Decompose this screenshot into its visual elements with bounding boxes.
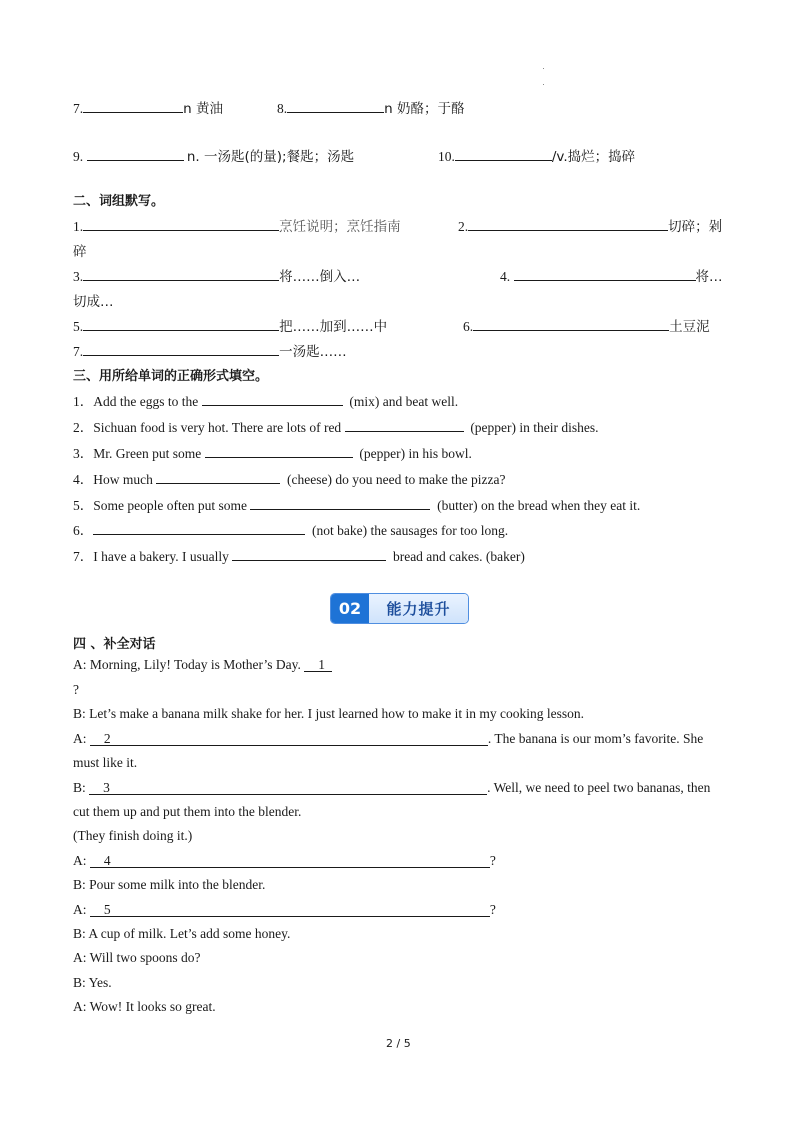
blank-number: 5: [103, 902, 111, 917]
grammar-item-7: [73, 545, 525, 565]
stage-direction: (They finish doing it.): [73, 828, 193, 843]
answer-blank[interactable]: [345, 418, 464, 432]
answer-blank[interactable]: [232, 547, 386, 561]
dialogue-line-12: A: Wow! It looks so great.: [73, 999, 216, 1014]
answer-blank-4[interactable]: [90, 853, 490, 868]
sentence-start: 1．Add the eggs to the: [73, 394, 199, 409]
item-definition: n 奶酪；于酪: [384, 101, 465, 117]
section-heading: 二、词组默写。: [73, 194, 165, 209]
item-number: 7.: [73, 344, 84, 359]
item-definition: 一汤匙……: [279, 344, 347, 360]
item-number: 10.: [438, 149, 455, 164]
sentence-end: (pepper) in their dishes.: [470, 420, 599, 435]
answer-blank-3[interactable]: [89, 780, 487, 795]
grammar-item-2: [73, 416, 599, 436]
badge-title: 能力提升: [369, 594, 468, 623]
grammar-item-3: [73, 442, 472, 462]
item-definition: 把……加到……中: [279, 319, 388, 335]
dialogue-line-2: B: Let’s make a banana milk shake for her. I just learned how to make it in my cooking lesson.: [73, 706, 585, 721]
dialogue-line-4: [73, 780, 710, 796]
sentence-start: 2．Sichuan food is very hot. There are lots of red: [73, 420, 342, 435]
item-definition: n 黄油: [183, 101, 223, 117]
sentence-start: 7．I have a bakery. I usually: [73, 549, 229, 564]
dialogue-line-1: [73, 657, 332, 673]
item-number: 9.: [73, 149, 84, 164]
answer-blank[interactable]: [473, 317, 669, 331]
phrase-item-3: [73, 265, 360, 285]
blank-number: 4: [103, 853, 111, 868]
sentence-end: (mix) and beat well.: [349, 394, 459, 409]
item-definition: 土豆泥: [669, 319, 710, 335]
badge-number: 02: [331, 594, 369, 623]
grammar-item-5: [73, 494, 640, 514]
answer-blank[interactable]: [514, 267, 696, 281]
answer-blank[interactable]: [468, 217, 668, 231]
sentence-start: 4．How much: [73, 472, 153, 487]
speaker: B:: [73, 780, 86, 795]
answer-blank[interactable]: [156, 470, 280, 484]
dialogue-text: ?: [489, 902, 496, 917]
vocab-item-9: [73, 145, 354, 165]
dialogue-line-1-continued: ?: [73, 682, 79, 697]
phrase-item-1: [73, 215, 401, 235]
dialogue-text: ?: [489, 853, 496, 868]
section-heading: 四 、补全对话: [73, 637, 156, 652]
item-definition: 将……倒入…: [279, 269, 361, 285]
answer-blank[interactable]: [250, 496, 430, 510]
sentence-start: 6．: [73, 523, 94, 538]
blank-number: 1: [318, 657, 326, 672]
item-number: 4.: [500, 269, 511, 284]
phrase-item-4-continued: 切成…: [73, 294, 114, 310]
item-definition: /v.捣烂；捣碎: [551, 149, 636, 165]
item-definition: 烹饪说明；烹饪指南: [279, 219, 401, 235]
answer-blank[interactable]: [205, 444, 353, 458]
phrase-item-5: [73, 315, 387, 335]
blank-number: 3: [103, 780, 110, 795]
item-number: 5.: [73, 319, 84, 334]
dialogue-line-8: [73, 902, 496, 918]
sentence-end: (cheese) do you need to make the pizza?: [287, 472, 506, 487]
answer-blank-2[interactable]: [90, 731, 488, 746]
dialogue-line-3: [73, 731, 703, 747]
sentence-end: bread and cakes. (baker): [392, 549, 525, 564]
item-definition: 将…: [695, 269, 723, 285]
section-heading: 三、用所给单词的正确形式填空。: [73, 369, 269, 384]
section-badge: [331, 594, 468, 623]
sentence-start: 5．Some people often put some: [73, 498, 247, 513]
scan-speck: [543, 68, 544, 69]
sentence-end: (pepper) in his bowl.: [359, 446, 472, 461]
sentence-start: 3．Mr. Green put some: [73, 446, 202, 461]
answer-blank[interactable]: [83, 267, 279, 281]
item-number: 8.: [277, 101, 288, 116]
item-number: 7.: [73, 101, 84, 116]
answer-blank[interactable]: [287, 99, 384, 113]
dialogue-text: A: Morning, Lily! Today is Mother’s Day.: [73, 657, 301, 672]
dialogue-line-11: B: Yes.: [73, 975, 112, 990]
item-number: 1.: [73, 219, 84, 234]
answer-blank[interactable]: [93, 521, 305, 535]
speaker: A:: [73, 731, 87, 746]
grammar-item-6: [73, 519, 508, 539]
vocab-item-10: [438, 145, 635, 165]
page-number: 2 / 5: [386, 1037, 411, 1050]
speaker: A:: [73, 853, 87, 868]
answer-blank[interactable]: [87, 147, 184, 161]
item-definition: 切碎；剁: [668, 219, 723, 235]
answer-blank-5[interactable]: [90, 902, 490, 917]
phrase-item-2: [458, 215, 722, 235]
phrase-item-7: [73, 340, 347, 360]
phrase-item-6: [463, 315, 710, 335]
phrase-item-4: [500, 265, 723, 285]
dialogue-text: . The banana is our mom’s favorite. She: [487, 731, 704, 746]
item-definition: n. 一汤匙(的量);餐匙；汤匙: [186, 149, 355, 165]
dialogue-line-9: B: A cup of milk. Let’s add some honey.: [73, 926, 291, 941]
dialogue-line-7: B: Pour some milk into the blender.: [73, 877, 266, 892]
speaker: A:: [73, 902, 87, 917]
grammar-item-1: [73, 390, 458, 410]
answer-blank[interactable]: [83, 217, 279, 231]
dialogue-text: . Well, we need to peel two bananas, then: [487, 780, 711, 795]
answer-blank[interactable]: [83, 99, 183, 113]
dialogue-line-6: [73, 853, 496, 869]
phrase-item-2-continued: 碎: [73, 244, 87, 260]
dialogue-line-4-continued: cut them up and put them into the blender.: [73, 804, 302, 819]
vocab-item-7: [73, 97, 223, 117]
blank-number: 2: [103, 731, 111, 746]
answer-blank-1[interactable]: [304, 657, 332, 672]
sentence-end: (butter) on the bread when they eat it.: [437, 498, 641, 513]
sentence-end: (not bake) the sausages for too long.: [312, 523, 509, 538]
item-number: 2.: [458, 219, 469, 234]
grammar-item-4: [73, 468, 506, 488]
answer-blank[interactable]: [83, 317, 279, 331]
dialogue-line-10: A: Will two spoons do?: [73, 950, 201, 965]
vocab-item-8: [277, 97, 464, 117]
answer-blank[interactable]: [83, 342, 279, 356]
item-number: 6.: [463, 319, 474, 334]
answer-blank[interactable]: [455, 147, 552, 161]
scan-speck: [543, 84, 544, 85]
answer-blank[interactable]: [202, 392, 343, 406]
dialogue-line-3-continued: must like it.: [73, 755, 138, 770]
item-number: 3.: [73, 269, 84, 284]
